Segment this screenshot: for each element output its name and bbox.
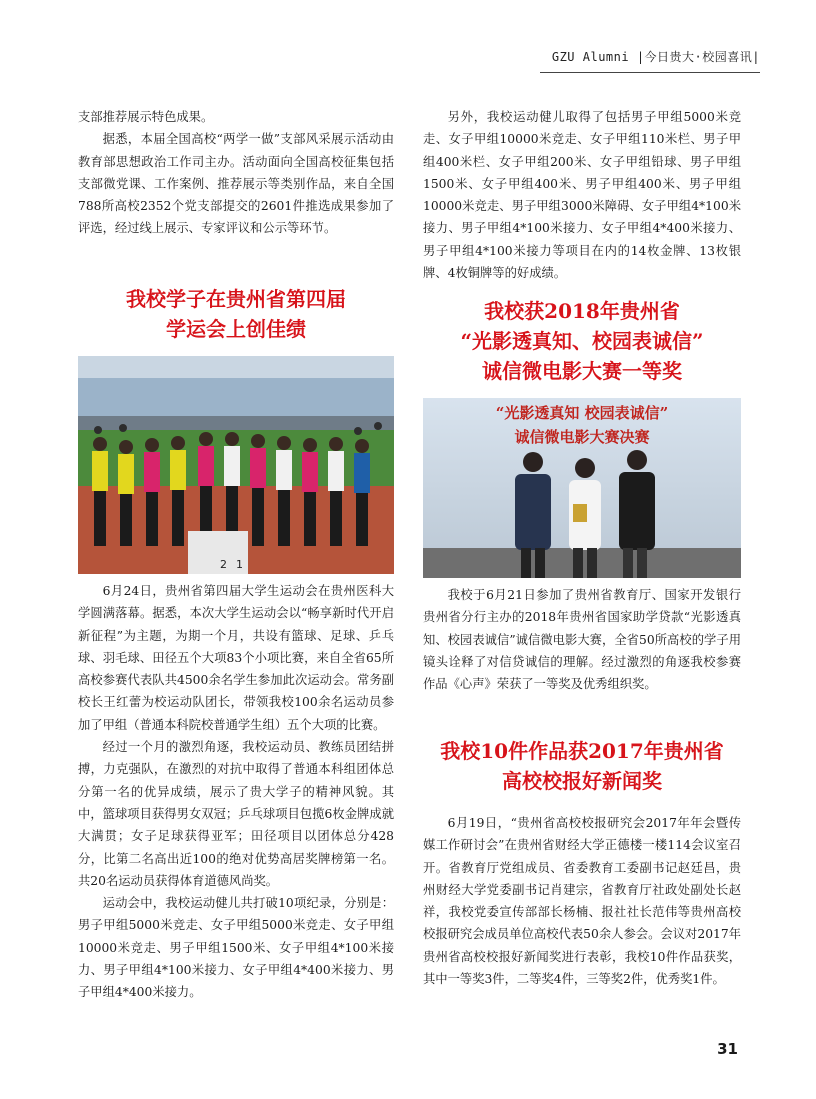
sports-photo-illustration [78, 356, 394, 574]
article1-body [78, 580, 394, 1004]
article2-title [423, 296, 741, 386]
article2-title-line3: 诚信微电影大赛一等奖 [482, 359, 682, 383]
podium-number-2: 2 [220, 558, 227, 571]
page-number: 31 [717, 1040, 738, 1058]
article1-continuation [423, 106, 741, 284]
article1-title-line1: 我校学子在贵州省第四届 [126, 287, 346, 311]
article2-title-line1: 我校获2018年贵州省 [484, 299, 680, 323]
header-text: GZU Alumni |今日贵大·校园喜讯| [551, 50, 760, 64]
article2-title-line2: “光影透真知、校园表诚信” [460, 329, 704, 353]
article3-title-line1: 我校10件作品获2017年贵州省 [440, 739, 724, 763]
header-rule [540, 72, 760, 73]
article3-body [423, 812, 741, 990]
left-intro [78, 106, 394, 240]
article1-paragraph: 另外，我校运动健儿取得了包括男子甲组5000米竞走、女子甲组10000米竞走、女子甲组110米栏、男子甲组400米栏、女子甲组200米、女子甲组铅球、男子甲组1500米、女子甲组400米、男子甲组400米、男子甲组10000米竞走、男子甲组3000米障碍、女子甲组4*100米接力、男子甲组4*100米接力、女子甲组4*400米接力、男子甲组4*100米接力等项目在内的14枚金牌、13枚银牌、4枚铜牌等的好成绩。 [423, 110, 741, 281]
sports-photo [78, 356, 394, 574]
page-header [0, 0, 816, 80]
award-photo [423, 398, 741, 578]
article3-title-line2: 高校校报好新闻奖 [502, 769, 662, 793]
banner-line1: “光影透真知 校园表诚信” [495, 404, 669, 422]
award-photo-illustration [423, 398, 741, 578]
intro-line: 支部推荐展示特色成果。 [78, 110, 214, 124]
article1-paragraph: 6月24日，贵州省第四届大学生运动会在贵州医科大学圆满落幕。据悉，本次大学生运动会以“畅享新时代开启新征程”为主题，为期一个月，共设有篮球、足球、乒乓球、羽毛球、田径五个大项83个小项比赛，来自全省65所高校参赛代表队共4500余名学生参加此次运动会。常务副校长王红蕾为校运动队团长，带领我校100余名运动员参加了甲组（普通本科院校普通学生组）五个大项的比赛。 [78, 584, 394, 732]
banner-line2: 诚信微电影大赛决赛 [514, 428, 650, 446]
article1-title [78, 284, 394, 344]
podium-number-1: 1 [236, 558, 243, 571]
article3-paragraph: 6月19日，“贵州省高校校报研究会2017年年会暨传媒工作研讨会”在贵州省财经大学正德楼一楼114会议室召开。省教育厅党组成员、省委教育工委副书记赵廷昌，贵州财经大学党委副书记肖建宗，省教育厅社政处副处长赵祥，我校党委宣传部部长杨楠、报社社长范伟等贵州高校校报研究会成员单位高校代表50余人参会。会议对2017年贵州省高校校报好新闻奖进行表彰，我校10件作品获奖，其中一等奖3件，二等奖4件，三等奖2件，优秀奖1件。 [423, 816, 741, 987]
article1-paragraph: 运动会中，我校运动健儿共打破10项纪录，分别是：男子甲组5000米竞走、女子甲组5000米竞走、女子甲组10000米竞走、男子甲组1500米、女子甲组4*100米接力、男子甲组4*100米接力、女子甲组4*400米接力、男子甲组4*400米接力。 [78, 896, 394, 1000]
article1-paragraph: 经过一个月的激烈角逐，我校运动员、教练员团结拼搏，力克强队，在激烈的对抗中取得了普通本科组团体总分第一名的优异成绩，展示了贵大学子的精神风貌。其中，篮球项目获得男女双冠；乒乓球项目包揽6枚金牌成就大满贯；女子足球获得亚军；田径项目以团体总分428分，比第二名高出近100的绝对优势高居奖牌榜第一名。共20名运动员获得体育道德风尚奖。 [78, 740, 394, 888]
article3-title [423, 736, 741, 796]
intro-paragraph: 据悉，本届全国高校“两学一做”支部风采展示活动由教育部思想政治工作司主办。活动面向全国高校征集包括支部微党课、工作案例、推荐展示等类别作品，来自全国788所高校2352个党支部提交的2601件推选成果参加了评选，经过线上展示、专家评议和公示等环节。 [78, 132, 394, 236]
article2-paragraph: 我校于6月21日参加了贵州省教育厅、国家开发银行贵州省分行主办的2018年贵州省国家助学贷款“光影透真知、校园表诚信”诚信微电影大赛，全省50所高校的学子用镜头诠释了对信贷诚信的理解。经过激烈的角逐我校参赛作品《心声》荣获了一等奖及优秀组织奖。 [423, 588, 741, 692]
article2-body [423, 584, 741, 695]
article1-title-line2: 学运会上创佳绩 [166, 317, 306, 341]
